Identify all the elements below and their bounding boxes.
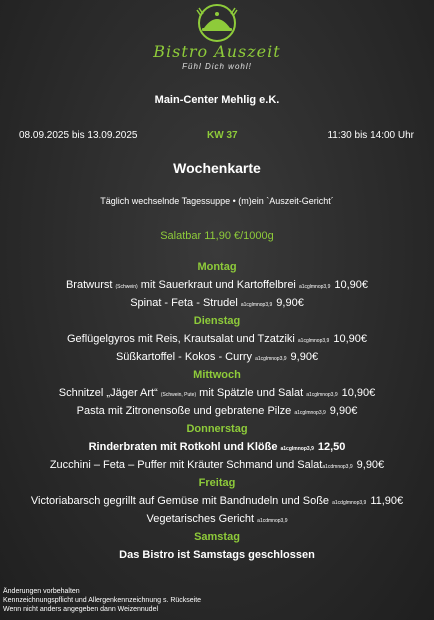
- allergen-codes: a1cglmnop3,9: [297, 338, 330, 344]
- menu-item: [0, 348, 434, 366]
- menu-item: [0, 330, 434, 348]
- daily-offer: Täglich wechselnde Tagessuppe • (m)ein `Auszeit-Gericht´: [100, 196, 334, 206]
- dish-price: 11,90€: [370, 495, 404, 507]
- meat-type: (Schwein, Pute): [160, 392, 197, 398]
- dish-name: Victoriabarsch gegrillt auf Gemüse mit Bandnudeln und Soße: [30, 495, 333, 507]
- menu-item: [0, 402, 434, 420]
- salatbar-price: Salatbar 11,90 €/1000g: [160, 230, 274, 242]
- date-range: 08.09.2025 bis 13.09.2025: [19, 130, 138, 141]
- day-heading: Freitag: [198, 477, 236, 489]
- opening-hours: 11:30 bis 14:00 Uhr: [327, 130, 414, 141]
- menu-item: [0, 510, 434, 528]
- allergen-codes: a1cglmnop3,9: [298, 284, 331, 290]
- allergen-codes: a1cdglmnop3,9: [332, 500, 367, 506]
- dish-name: Zucchini – Feta – Puffer mit Kräuter Schmand und Salat: [49, 459, 323, 471]
- footer-line: Wenn nicht anders angegeben dann Weizennudel: [3, 606, 159, 613]
- brand-tagline: Fühl Dich wohl!: [182, 62, 252, 71]
- dish-price: 9,90€: [276, 297, 304, 309]
- allergen-codes: a1cdmnop3,9: [257, 518, 288, 524]
- company-name: Main-Center Mehlig e.K.: [154, 94, 280, 106]
- brand-name: Bistro Auszeit: [153, 42, 281, 61]
- menu-item: [0, 438, 434, 456]
- weekly-menu: [0, 258, 434, 564]
- logo: [0, 2, 434, 44]
- menu-item: [0, 546, 434, 564]
- allergen-codes: a1cglmnop3,9: [240, 302, 273, 308]
- meat-type: (Schwein): [115, 284, 138, 290]
- allergen-codes: a1cglmnop3,9: [255, 356, 287, 362]
- menu-item: [0, 384, 434, 402]
- dish-name: Das Bistro ist Samstags geschlossen: [119, 549, 315, 561]
- cloche-icon: [187, 2, 247, 44]
- date-row: [0, 130, 434, 144]
- dish-name: Pasta mit Zitronensoße und gebratene Pilze: [76, 405, 295, 417]
- dish-name: Rinderbraten mit Rotkohl und Klöße: [88, 441, 281, 453]
- dish-price: 10,90€: [333, 333, 367, 345]
- menu-item: [0, 294, 434, 312]
- footer-notes: [3, 587, 201, 614]
- menu-item: [0, 456, 434, 474]
- dish-name: mit Spätzle und Salat: [196, 387, 307, 399]
- allergen-codes: a1cdmnop3,9: [322, 464, 353, 470]
- dish-name: Vegetarisches Gericht: [146, 513, 258, 525]
- menu-item: [0, 276, 434, 294]
- dish-price: 12,50: [317, 441, 346, 453]
- allergen-codes: a1cglmnop3,9: [280, 446, 314, 452]
- day-heading: Dienstag: [193, 315, 241, 327]
- dish-price: 10,90€: [334, 279, 369, 291]
- dish-name: mit Sauerkraut und Kartoffelbrei: [137, 279, 299, 291]
- allergen-codes: a1cglmnop3,9: [294, 410, 326, 416]
- allergen-codes: a1cglmnop3,9: [306, 392, 338, 398]
- dish-name: Süßkartoffel - Kokos - Curry: [115, 351, 256, 363]
- dish-name: Spinat - Feta - Strudel: [130, 297, 241, 309]
- day-heading: Montag: [197, 261, 237, 273]
- footer-line: Änderungen vorbehalten: [3, 588, 80, 595]
- dish-name: Geflügelgyros mit Reis, Krautsalat und Tzatziki: [67, 333, 298, 345]
- dish-name-prefix: Schnitzel „Jäger Art“: [58, 387, 161, 399]
- day-heading: Donnerstag: [186, 423, 248, 435]
- day-heading: Samstag: [194, 531, 240, 543]
- footer-line: Kennzeichnungspflicht und Allergenkennzeichnung s. Rückseite: [3, 597, 202, 604]
- dish-price: 9,90€: [329, 405, 358, 417]
- dish-price: 9,90€: [356, 459, 385, 471]
- dish-price: 9,90€: [290, 351, 319, 363]
- dish-name-prefix: Bratwurst: [65, 279, 116, 291]
- page-title: Wochenkarte: [173, 160, 261, 176]
- day-heading: Mittwoch: [193, 369, 241, 381]
- menu-item: [0, 492, 434, 510]
- week-number: KW 37: [207, 130, 238, 141]
- dish-price: 10,90€: [341, 387, 376, 399]
